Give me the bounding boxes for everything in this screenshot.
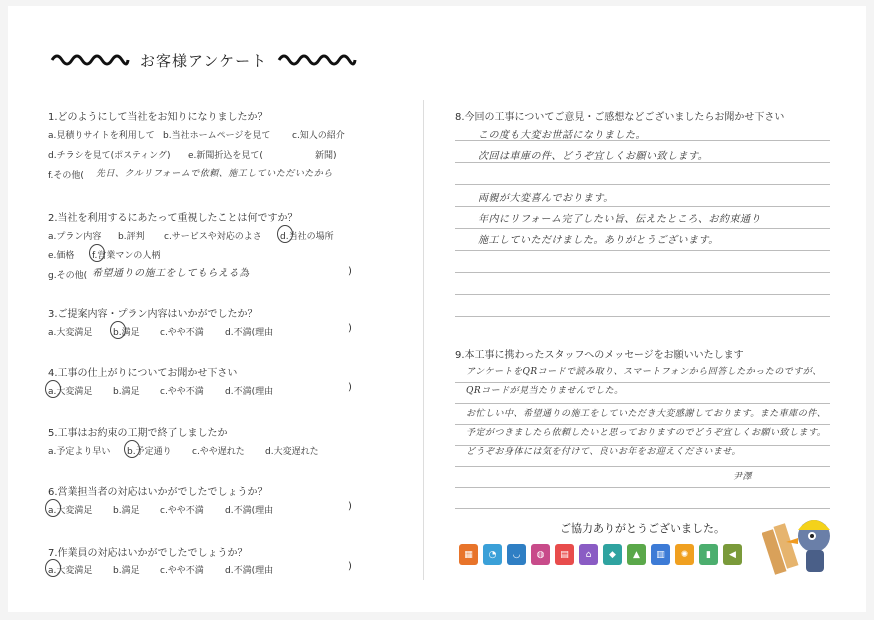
washroom-icon: ◍ — [531, 544, 550, 565]
q2-option-f[interactable]: f.営業マンの人柄 — [92, 251, 161, 261]
q1-other-label[interactable]: f.その他( — [48, 171, 84, 181]
q6-option-a[interactable]: a.大変満足 — [48, 506, 93, 516]
q2-option-c[interactable]: c.サービスや対応のよさ — [164, 232, 262, 242]
q1-other-answer: 先日、クルリフォームで依頼、施工していただいたから — [96, 169, 333, 179]
q3-option-a[interactable]: a.大変満足 — [48, 328, 93, 338]
thanks-message: ご協力ありがとうございました。 — [560, 522, 725, 535]
q4-option-b[interactable]: b.満足 — [113, 387, 140, 397]
q8-answer-line — [455, 228, 830, 229]
q8-answer-text: 次回は車庫の件、どうぞ宜しくお願い致します。 — [478, 151, 709, 162]
q2-option-b[interactable]: b.評判 — [118, 232, 145, 242]
toilet-icon: ◔ — [483, 544, 502, 565]
water-icon: ◆ — [603, 544, 622, 565]
q1-option-e-close: 新聞) — [315, 151, 337, 161]
q6-option-a-circle — [45, 499, 61, 517]
q5-option-b[interactable]: b.予定通り — [127, 447, 172, 457]
q1-option-d[interactable]: d.チラシを見て(ポスティング) — [48, 151, 171, 161]
q8-question: 8.今回の工事についてご意見・ご感想などございましたらお聞かせ下さい — [455, 112, 785, 123]
q2-option-d[interactable]: d.当社の場所 — [280, 232, 334, 242]
q5-question: 5.工事はお約束の工期で終了しましたか — [48, 428, 228, 439]
q3-option-b[interactable]: b.満足 — [113, 328, 140, 338]
q6-close: ) — [348, 501, 352, 512]
q7-option-c[interactable]: c.やや不満 — [160, 566, 204, 576]
q2-option-a[interactable]: a.プラン内容 — [48, 232, 102, 242]
q5-option-b-circle — [124, 440, 140, 458]
q5-option-d[interactable]: d.大変遅れた — [265, 447, 319, 457]
q1-option-c[interactable]: c.知人の紹介 — [292, 131, 345, 141]
q8-answer-line — [455, 162, 830, 163]
q1-option-e[interactable]: e.新聞折込を見て( — [188, 151, 263, 161]
q8-answer-line — [455, 250, 830, 251]
q9-signature: 尹澤 — [733, 472, 753, 482]
q7-option-b[interactable]: b.満足 — [113, 566, 140, 576]
window-icon: ▥ — [651, 544, 670, 565]
q9-answer-line — [455, 403, 830, 404]
q7-option-a[interactable]: a.大変満足 — [48, 566, 93, 576]
q6-option-b[interactable]: b.満足 — [113, 506, 140, 516]
q9-answer-line — [455, 466, 830, 467]
ornament-right-icon — [277, 54, 357, 66]
ornament-left-icon — [50, 54, 130, 66]
renovation-icon: ▲ — [627, 544, 646, 565]
column-divider — [423, 100, 424, 580]
q6-option-c[interactable]: c.やや不満 — [160, 506, 204, 516]
q8-answer-text: 両親が大変喜んでおります。 — [478, 193, 614, 204]
q2-option-d-circle — [277, 225, 293, 243]
q5-option-c[interactable]: c.やや遅れた — [192, 447, 245, 457]
q8-answer-text: 年内にリフォーム完了したい旨、伝えたところ、お約束通り — [478, 214, 761, 225]
q9-answer-text: お忙しい中、希望通りの施工をしていただき大変感謝しております。また車庫の件、予定がつきましたら依頼したいと思っておりますのでどうぞ宜しくお願い致します。どうぞお身体には気を付けて、良いお年をお迎えくださいませ。 — [466, 409, 827, 457]
q4-option-a[interactable]: a.大変満足 — [48, 387, 93, 397]
q4-option-c[interactable]: c.やや不満 — [160, 387, 204, 397]
q2-option-f-circle — [89, 244, 105, 262]
q3-option-d[interactable]: d.不満(理由 — [225, 328, 274, 338]
q6-option-d[interactable]: d.不満(理由 — [225, 506, 274, 516]
q4-close: ) — [348, 382, 352, 393]
exterior-icon: ⌂ — [579, 544, 598, 565]
q5-option-a[interactable]: a.予定より早い — [48, 447, 111, 457]
page-title: お客様アンケート — [140, 51, 268, 70]
q2-other-label[interactable]: g.その他( — [48, 271, 88, 281]
q4-option-a-circle — [45, 380, 61, 398]
q3-close: ) — [348, 323, 352, 334]
q8-answer-line — [455, 206, 830, 207]
energy-icon: ✺ — [675, 544, 694, 565]
q1-option-a[interactable]: a.見積りサイトを利用して — [48, 131, 155, 141]
q7-option-d[interactable]: d.不満(理由 — [225, 566, 274, 576]
q8-answer-line — [455, 294, 830, 295]
q2-other-answer: 希望通りの施工をしてもらえる為 — [92, 268, 250, 279]
q8-answer-line — [455, 316, 830, 317]
survey-title-bar — [50, 48, 390, 72]
bath-icon: ◡ — [507, 544, 526, 565]
q4-question: 4.工事の仕上がりについてお聞かせ下さい — [48, 368, 238, 379]
q3-question: 3.ご提案内容・プラン内容はいかがでしたか？ — [48, 309, 258, 320]
q3-option-c[interactable]: c.やや不満 — [160, 328, 204, 338]
q2-question: 2.当社を利用するにあたって重視したことは何ですか？ — [48, 213, 298, 224]
q3-option-b-circle — [110, 321, 126, 339]
q2-other-close: ) — [348, 266, 352, 277]
kitchen-icon: ▦ — [459, 544, 478, 565]
other-icon: ◀ — [723, 544, 742, 565]
q8-answer-line — [455, 272, 830, 273]
q6-question: 6.営業担当者の対応はいかがでしたでしょうか？ — [48, 487, 268, 498]
mascot-icon — [762, 508, 838, 578]
q7-question: 7.作業員の対応はいかがでしたでしょうか？ — [48, 548, 248, 559]
q8-answer-line — [455, 184, 830, 185]
q8-answer-text: この度も大変お世話になりました。 — [478, 130, 646, 141]
q4-option-d[interactable]: d.不満(理由 — [225, 387, 274, 397]
q9-answer-line — [455, 487, 830, 488]
q9-answer-text: アンケートをQRコードで読み取り、スマートフォンから回答したかったのですが、QRコードが見当たりませんでした。 — [466, 367, 822, 396]
q2-option-e[interactable]: e.価格 — [48, 251, 75, 261]
q8-answer-text: 施工していただけました。ありがとうございます。 — [478, 235, 719, 246]
interior-icon: ▤ — [555, 544, 574, 565]
q7-close: ) — [348, 561, 352, 572]
q9-question: 9.本工事に携わったスタッフへのメッセージをお願いいたします — [455, 350, 744, 361]
equipment-icon: ▮ — [699, 544, 718, 565]
q1-option-b[interactable]: b.当社ホームページを見て — [163, 131, 271, 141]
q7-option-a-circle — [45, 559, 61, 577]
q1-question: 1.どのようにして当社をお知りになりましたか？ — [48, 112, 268, 123]
